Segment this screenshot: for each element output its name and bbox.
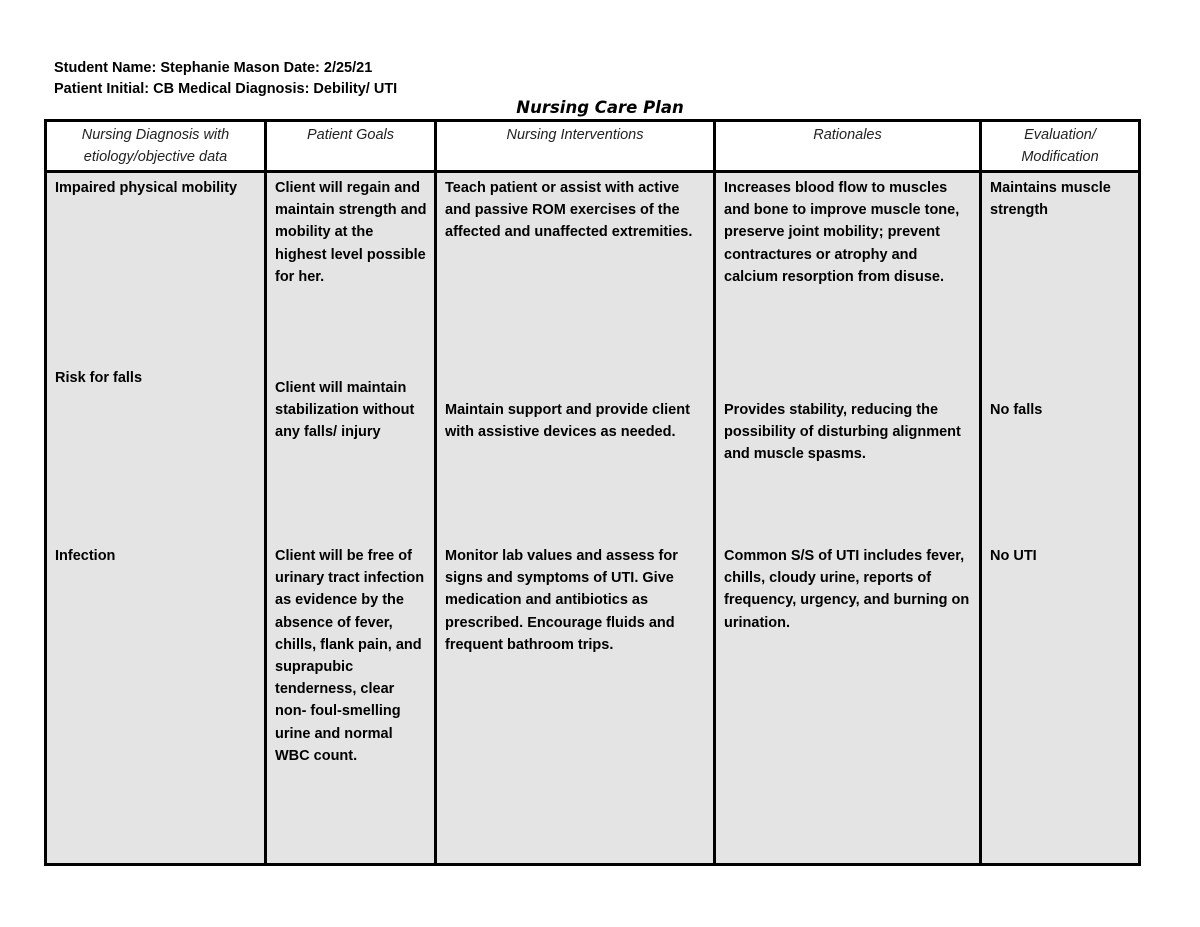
diagnosis-cell-3: Infection bbox=[55, 548, 116, 564]
column-header-diagnosis: Nursing Diagnosis with etiology/objective data bbox=[46, 121, 266, 172]
evaluation-cell-2: No falls bbox=[990, 402, 1043, 418]
document-header bbox=[54, 58, 397, 100]
goal-cell-3: Client will be free of urinary tract infection as evidence by the absence of fever, chills, flank pain, and suprapubic tenderness, clear non- foul-smelling urine and normal WBC count. bbox=[275, 548, 425, 764]
row-body-cell-rationales bbox=[715, 172, 981, 865]
column-header-interventions: Nursing Interventions bbox=[436, 121, 715, 172]
column-header-rationales: Rationales bbox=[715, 121, 981, 172]
patient-info-line: Patient Initial: CB Medical Diagnosis: Debility/ UTI bbox=[54, 81, 398, 97]
page-title: Nursing Care Plan bbox=[516, 98, 684, 117]
row-body-cell-goals bbox=[266, 172, 436, 865]
row-body-cell-diagnosis bbox=[46, 172, 266, 865]
diagnosis-cell-2: Risk for falls bbox=[55, 370, 143, 386]
evaluation-cell-3: No UTI bbox=[990, 548, 1037, 564]
evaluation-cell-1: Maintains muscle strength bbox=[990, 180, 1111, 219]
column-header-goals: Patient Goals bbox=[266, 121, 436, 172]
table-header-row bbox=[46, 121, 1140, 172]
intervention-cell-1: Teach patient or assist with active and passive ROM exercises of the affected and unaffected extremities. bbox=[445, 180, 693, 241]
row-body-cell-evaluation bbox=[981, 172, 1140, 865]
rationale-cell-1: Increases blood flow to muscles and bone to improve muscle tone, preserve joint mobility; prevent contractures or atrophy and calcium resorption from disuse. bbox=[724, 180, 960, 285]
diagnosis-cell-1: Impaired physical mobility bbox=[55, 180, 238, 196]
goal-cell-2: Client will maintain stabilization without any falls/ injury bbox=[275, 380, 415, 441]
student-info-line: Student Name: Stephanie Mason Date: 2/25/21 bbox=[54, 60, 373, 76]
row-body-cell-interventions bbox=[436, 172, 715, 865]
table-row bbox=[46, 172, 1140, 865]
intervention-cell-3: Monitor lab values and assess for signs and symptoms of UTI. Give medication and antibiotics as prescribed. Encourage fluids and frequent bathroom trips. bbox=[445, 548, 678, 653]
rationale-cell-2: Provides stability, reducing the possibility of disturbing alignment and muscle spasms. bbox=[724, 402, 961, 463]
intervention-cell-2: Maintain support and provide client with assistive devices as needed. bbox=[445, 402, 690, 441]
care-plan-table bbox=[44, 119, 1141, 866]
column-header-evaluation: Evaluation/ Modification bbox=[981, 121, 1140, 172]
rationale-cell-3: Common S/S of UTI includes fever, chills, cloudy urine, reports of frequency, urgency, and burning on urination. bbox=[724, 548, 970, 631]
goal-cell-1: Client will regain and maintain strength and mobility at the highest level possible for her. bbox=[275, 180, 427, 285]
